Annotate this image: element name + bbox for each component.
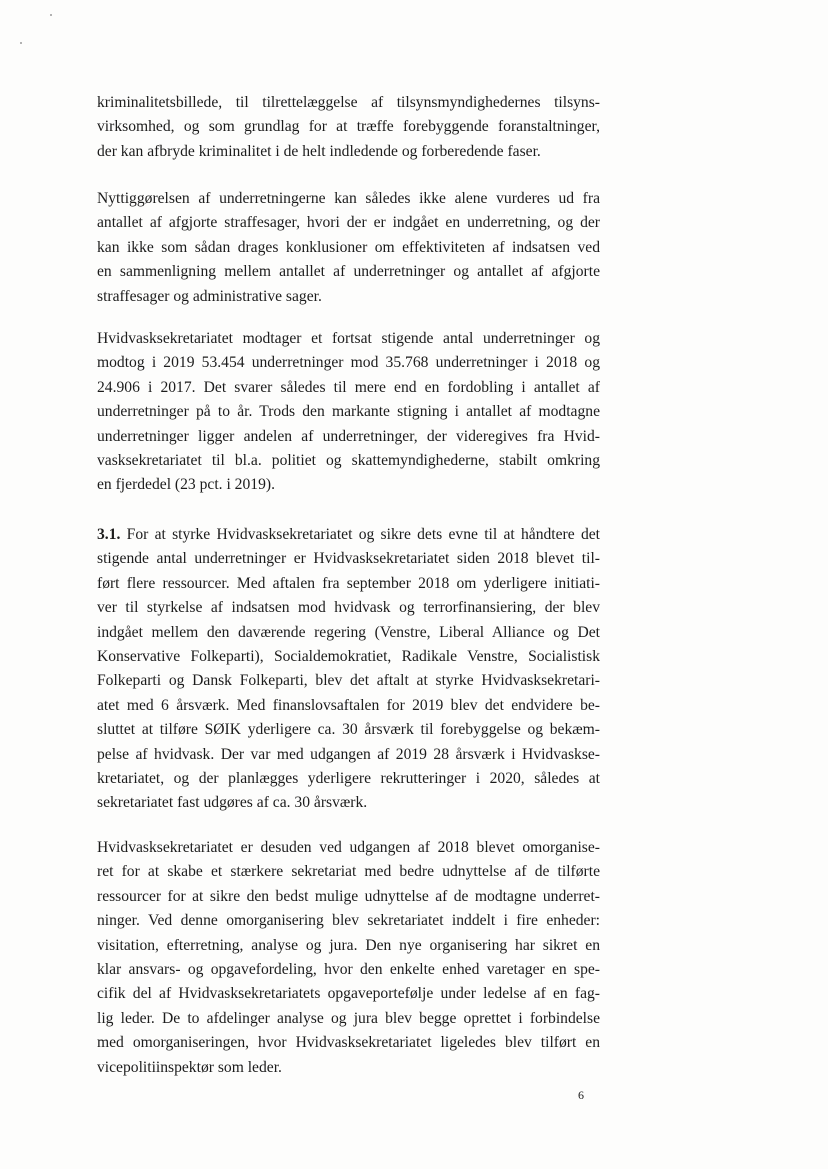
text-line: pelse af hvidvask. Der var med udgangen af 2019 28 årsværk i Hvidvaskse- [97, 745, 600, 763]
text-line: underretninger ligger andelen af underretninger, der videregives fra Hvid- [97, 427, 600, 445]
text-line: Konservative Folkeparti), Socialdemokratiet, Radikale Venstre, Socialistisk [97, 648, 600, 665]
page-number: 6 [578, 1088, 584, 1102]
text-line: Hvidvasksekretariatet er desuden ved udgangen af 2018 blevet omorganise- [97, 839, 600, 856]
text-line: indgået mellem den daværende regering (Venstre, Liberal Alliance og Det [97, 623, 600, 641]
text-line: ført flere ressourcer. Med aftalen fra september 2018 om yderligere initiati- [97, 574, 600, 592]
text-line: klar ansvars- og opgavefordeling, hvor den enkelte enhed varetager en spe- [97, 961, 600, 978]
text-line: kan ikke som sådan drages konklusioner om effektiviteten af indsatsen ved [97, 238, 600, 256]
text-line: sluttet at tilføre SØIK yderligere ca. 30 årsværk til forebyggelse og bekæm- [97, 721, 600, 739]
text-line: Folkeparti og Dansk Folkeparti, blev det aftalt at styrke Hvidvasksekretari- [97, 672, 600, 690]
text-line: ressourcer for at sikre den bedst mulige udnyttelse af de modtagne underret- [97, 887, 600, 905]
text-line: der kan afbryde kriminalitet i de helt indledende og forberedende faser. [97, 142, 541, 160]
text-line: stigende antal underretninger er Hvidvasksekretariatet siden 2018 blevet til- [97, 550, 600, 568]
text-line: visitation, efterretning, analyse og jura. Den nye organisering har sikret en [97, 936, 600, 954]
text-line: Hvidvasksekretariatet modtager et fortsat stigende antal underretninger og [97, 330, 600, 347]
text-line: underretninger på to år. Trods den markante stigning i antallet af modtagne [97, 403, 600, 421]
text-line: med omorganiseringen, hvor Hvidvasksekretariatet ligeledes blev tilført en [97, 1034, 600, 1052]
text-line: lig leder. De to afdelinger analyse og jura blev begge oprettet i forbindelse [97, 1009, 600, 1027]
text-line: 24.906 i 2017. Det svarer således til mere end en fordobling i antallet af [97, 378, 600, 396]
text-line [97, 524, 600, 546]
text-line: en sammenligning mellem antallet af underretninger og antallet af afgjorte [97, 263, 600, 281]
scan-speck [20, 42, 22, 44]
text-line: straffesager og administrative sager. [97, 287, 322, 305]
section-number: 3.1. [97, 526, 121, 543]
text-line: vicepolitiinspektør som leder. [97, 1058, 282, 1076]
text-line: Nyttiggørelsen af underretningerne kan således ikke alene vurderes ud fra [97, 190, 600, 207]
text-line: kriminalitetsbillede, til tilrettelæggelse af tilsynsmyndighedernes tilsyns- [97, 94, 600, 111]
text-line: ver til styrkelse af indsatsen mod hvidvask og terrorfinansiering, der blev [97, 599, 600, 617]
text-line: modtog i 2019 53.454 underretninger mod 35.768 underretninger i 2018 og [97, 354, 600, 372]
text-line: ninger. Ved denne omorganisering blev sekretariatet inddelt i fire enheder: [97, 912, 600, 930]
text-line: ret for at skabe et stærkere sekretariat med bedre udnyttelse af de tilførte [97, 863, 600, 881]
text-line: atet med 6 årsværk. Med finanslovsaftalen for 2019 blev det endvidere be- [97, 696, 600, 714]
text-line: sekretariatet fast udgøres af ca. 30 årsværk. [97, 794, 368, 812]
text-line: vasksekretariatet til bl.a. politiet og skattemyndighederne, stabilt omkring [97, 452, 600, 469]
scan-speck [50, 14, 52, 16]
text-line: antallet af afgjorte straffesager, hvori der er indgået en underretning, og der [97, 214, 600, 232]
text-line: virksomhed, og som grundlag for at træffe forebyggende foranstaltninger, [97, 118, 600, 136]
text-line: cifik del af Hvidvasksekretariatets opgaveportefølje under ledelse af en fag- [97, 985, 600, 1003]
text-line: en fjerdedel (23 pct. i 2019). [97, 476, 275, 494]
text-line: kretariatet, og der planlægges yderligere rekrutteringer i 2020, således at [97, 770, 600, 787]
text-line-content: For at styrke Hvidvasksekretariatet og sikre dets evne til at håndtere det [126, 526, 600, 543]
